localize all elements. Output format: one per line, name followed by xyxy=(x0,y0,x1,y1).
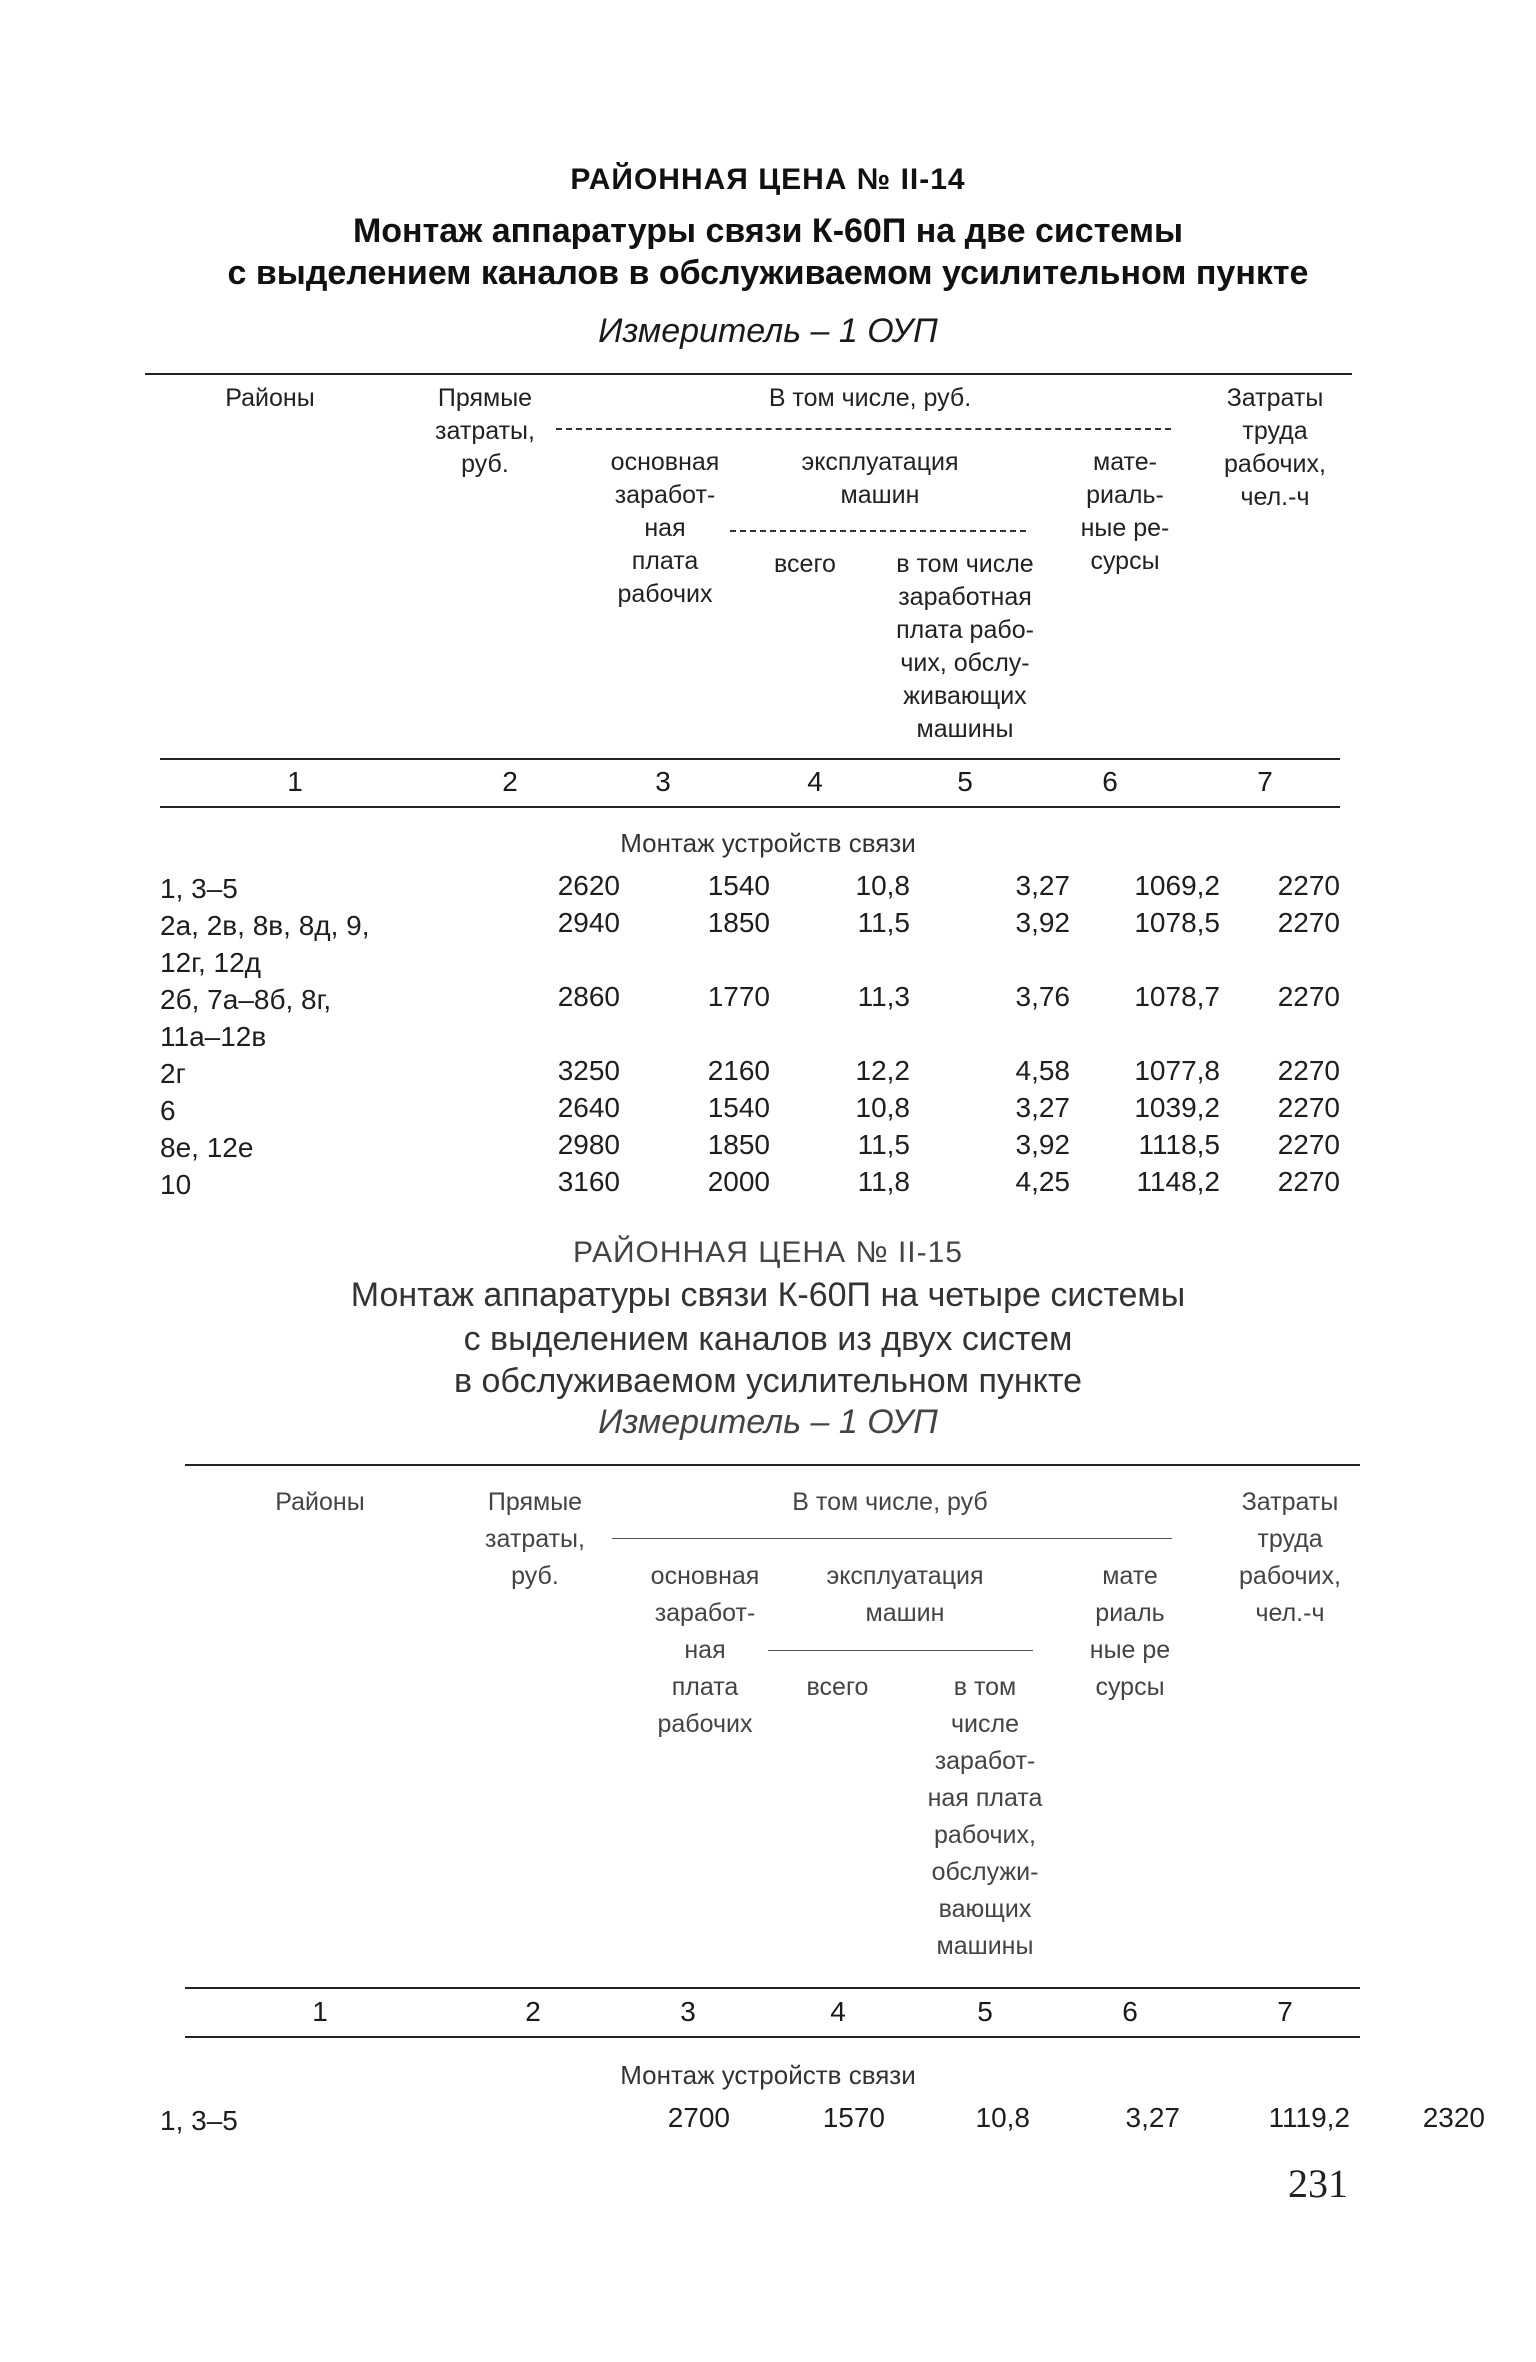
table2-colnum: 1 xyxy=(312,1996,328,2027)
cell-materials: 1039,2 xyxy=(1134,1092,1220,1123)
table1-colnum: 5 xyxy=(957,766,973,797)
table2-title-line1: Монтаж аппаратуры связи К-60П на четыре системы xyxy=(350,1276,1186,1314)
row-region: 2г xyxy=(160,1058,186,1089)
page-number: 231 xyxy=(1288,2161,1348,2206)
cell-materials: 1077,8 xyxy=(1134,1055,1220,1086)
cell-salary: 1570 xyxy=(822,2102,885,2133)
row-region: 1, 3–5 xyxy=(160,873,238,904)
cell-materials: 1078,7 xyxy=(1134,981,1220,1012)
cell-machines-total: 10,8 xyxy=(975,2102,1030,2133)
cell-materials: 1119,2 xyxy=(1268,2102,1350,2133)
table1-top-rule xyxy=(145,373,1352,375)
table1-colnum-bottom-rule xyxy=(160,806,1340,808)
cell-direct: 3160 xyxy=(557,1166,620,1197)
row-region: 1, 3–5 xyxy=(160,2105,238,2136)
table2-header-regions: Районы xyxy=(275,1488,365,1516)
table2-title-line2: с выделением каналов из двух систем xyxy=(463,1320,1073,1358)
table1-header-direct: Прямые затраты, руб. xyxy=(435,384,535,478)
cell-salary: 1770 xyxy=(707,981,770,1012)
table2-header-total: всего xyxy=(806,1673,869,1701)
cell-direct: 2940 xyxy=(557,907,620,938)
cell-machines-total: 10,8 xyxy=(855,870,910,901)
cell-machines-total: 10,8 xyxy=(855,1092,910,1123)
table2-header-salary: основная заработ- ная плата рабочих xyxy=(650,1562,760,1738)
row-region: 2б, 7а–8б, 8г, 11а–12в xyxy=(160,984,332,1052)
cell-machines-salary: 3,92 xyxy=(1015,1129,1070,1160)
cell-direct: 2620 xyxy=(557,870,620,901)
table2-header-bottom-rule xyxy=(185,1987,1360,1989)
cell-machines-salary: 3,27 xyxy=(1015,1092,1070,1123)
table2-heading: РАЙОННАЯ ЦЕНА № II-15 xyxy=(572,1236,963,1269)
cell-materials: 1069,2 xyxy=(1134,870,1220,901)
table2-colnum: 3 xyxy=(680,1996,696,2027)
cell-salary: 1850 xyxy=(707,1129,770,1160)
cell-salary: 2160 xyxy=(707,1055,770,1086)
table1-header-total: всего xyxy=(774,550,836,578)
cell-labor: 2270 xyxy=(1277,907,1340,938)
table2-section-title: Монтаж устройств связи xyxy=(620,2060,916,2090)
cell-machines-total: 11,3 xyxy=(857,981,910,1012)
cell-machines-salary: 3,27 xyxy=(1015,870,1070,901)
table1-colnum: 7 xyxy=(1257,766,1273,797)
table2-title-line3: в обслуживаемом усилительном пункте xyxy=(453,1362,1083,1400)
table2-header-labor: Затраты труда рабочих, чел.-ч xyxy=(1239,1488,1341,1627)
cell-machines-total: 11,5 xyxy=(857,1129,910,1160)
table1-heading: РАЙОННАЯ ЦЕНА № II-14 xyxy=(570,163,966,196)
table1-header-labor: Затраты труда рабочих, чел.-ч xyxy=(1224,384,1326,511)
table2-top-rule xyxy=(185,1464,1360,1466)
table2-machines-rule xyxy=(768,1650,1033,1651)
cell-labor: 2270 xyxy=(1277,1092,1340,1123)
table1-incl-rule xyxy=(556,428,1171,430)
cell-materials: 1078,5 xyxy=(1134,907,1220,938)
table2-colnum: 5 xyxy=(977,1996,993,2027)
cell-salary: 2000 xyxy=(707,1166,770,1197)
table1-colnum: 6 xyxy=(1102,766,1118,797)
table1-header-machines: эксплуатация машин xyxy=(801,448,959,509)
cell-salary: 1850 xyxy=(707,907,770,938)
table2-header-materials: мате риаль ные ре сурсы xyxy=(1089,1562,1171,1701)
cell-labor: 2320 xyxy=(1422,2102,1485,2133)
row-region: 8е, 12е xyxy=(160,1132,254,1163)
table2-colnum: 6 xyxy=(1122,1996,1138,2027)
table1-header-materials: мате- риаль- ные ре- сурсы xyxy=(1080,448,1170,575)
cell-direct: 2860 xyxy=(557,981,620,1012)
table2-colnum: 7 xyxy=(1277,1996,1293,2027)
cell-labor: 2270 xyxy=(1277,981,1340,1012)
cell-direct: 3250 xyxy=(557,1055,620,1086)
cell-machines-salary: 4,25 xyxy=(1015,1166,1070,1197)
row-region: 6 xyxy=(160,1095,176,1126)
table1-machines-rule xyxy=(730,530,1026,532)
cell-salary: 1540 xyxy=(707,1092,770,1123)
cell-labor: 2270 xyxy=(1277,1129,1340,1160)
table1-colnum: 1 xyxy=(287,766,303,797)
cell-machines-total: 11,8 xyxy=(857,1166,910,1197)
cell-direct: 2640 xyxy=(557,1092,620,1123)
cell-salary: 1540 xyxy=(707,870,770,901)
cell-direct: 2980 xyxy=(557,1129,620,1160)
table1-header-incl: В том числе, руб. xyxy=(768,384,972,412)
cell-labor: 2270 xyxy=(1277,870,1340,901)
cell-labor: 2270 xyxy=(1277,1055,1340,1086)
table1-header-incl-salary: в том числе заработная плата рабо- чих, обслу- живающих машины xyxy=(896,550,1034,743)
cell-materials: 1118,5 xyxy=(1138,1129,1220,1160)
table2-colnum: 2 xyxy=(525,1996,541,2027)
table2-measure: Измеритель – 1 ОУП xyxy=(598,1403,938,1441)
table2-header-incl: В том числе, руб xyxy=(792,1488,988,1516)
cell-machines-salary: 3,76 xyxy=(1015,981,1070,1012)
table1-colnum: 2 xyxy=(502,766,518,797)
cell-machines-total: 12,2 xyxy=(855,1055,910,1086)
table1-colnum: 4 xyxy=(807,766,823,797)
table1-section-title: Монтаж устройств связи xyxy=(620,828,916,858)
table2-incl-rule xyxy=(612,1538,1172,1539)
row-region: 2а, 2в, 8в, 8д, 9, 12г, 12д xyxy=(160,910,370,978)
row-region: 10 xyxy=(160,1169,192,1200)
table1-title-line2: с выделением каналов в обслуживаемом усилительном пункте xyxy=(227,254,1309,292)
cell-direct: 2700 xyxy=(667,2102,730,2133)
cell-machines-total: 11,5 xyxy=(857,907,910,938)
cell-machines-salary: 3,27 xyxy=(1125,2102,1180,2133)
table2-colnum-bottom-rule xyxy=(185,2036,1360,2038)
table1-title-line1: Монтаж аппаратуры связи К-60П на две системы xyxy=(352,212,1184,250)
table2-colnum: 4 xyxy=(830,1996,846,2027)
table1-header-regions: Районы xyxy=(225,384,315,412)
cell-machines-salary: 4,58 xyxy=(1015,1055,1070,1086)
table1-header-salary: основная заработ- ная плата рабочих xyxy=(610,448,720,608)
table2-header-machines: эксплуатация машин xyxy=(826,1562,984,1627)
table1-header-bottom-rule xyxy=(160,758,1340,760)
cell-machines-salary: 3,92 xyxy=(1015,907,1070,938)
table2-header-incl-salary: в том числе заработ- ная плата рабочих, обслужи- вающих машины xyxy=(927,1673,1043,1960)
cell-materials: 1148,2 xyxy=(1136,1166,1220,1197)
table1-colnum: 3 xyxy=(655,766,671,797)
table2-header-direct: Прямые затраты, руб. xyxy=(485,1488,585,1590)
table1-measure: Измеритель – 1 ОУП xyxy=(598,312,938,350)
cell-labor: 2270 xyxy=(1277,1166,1340,1197)
